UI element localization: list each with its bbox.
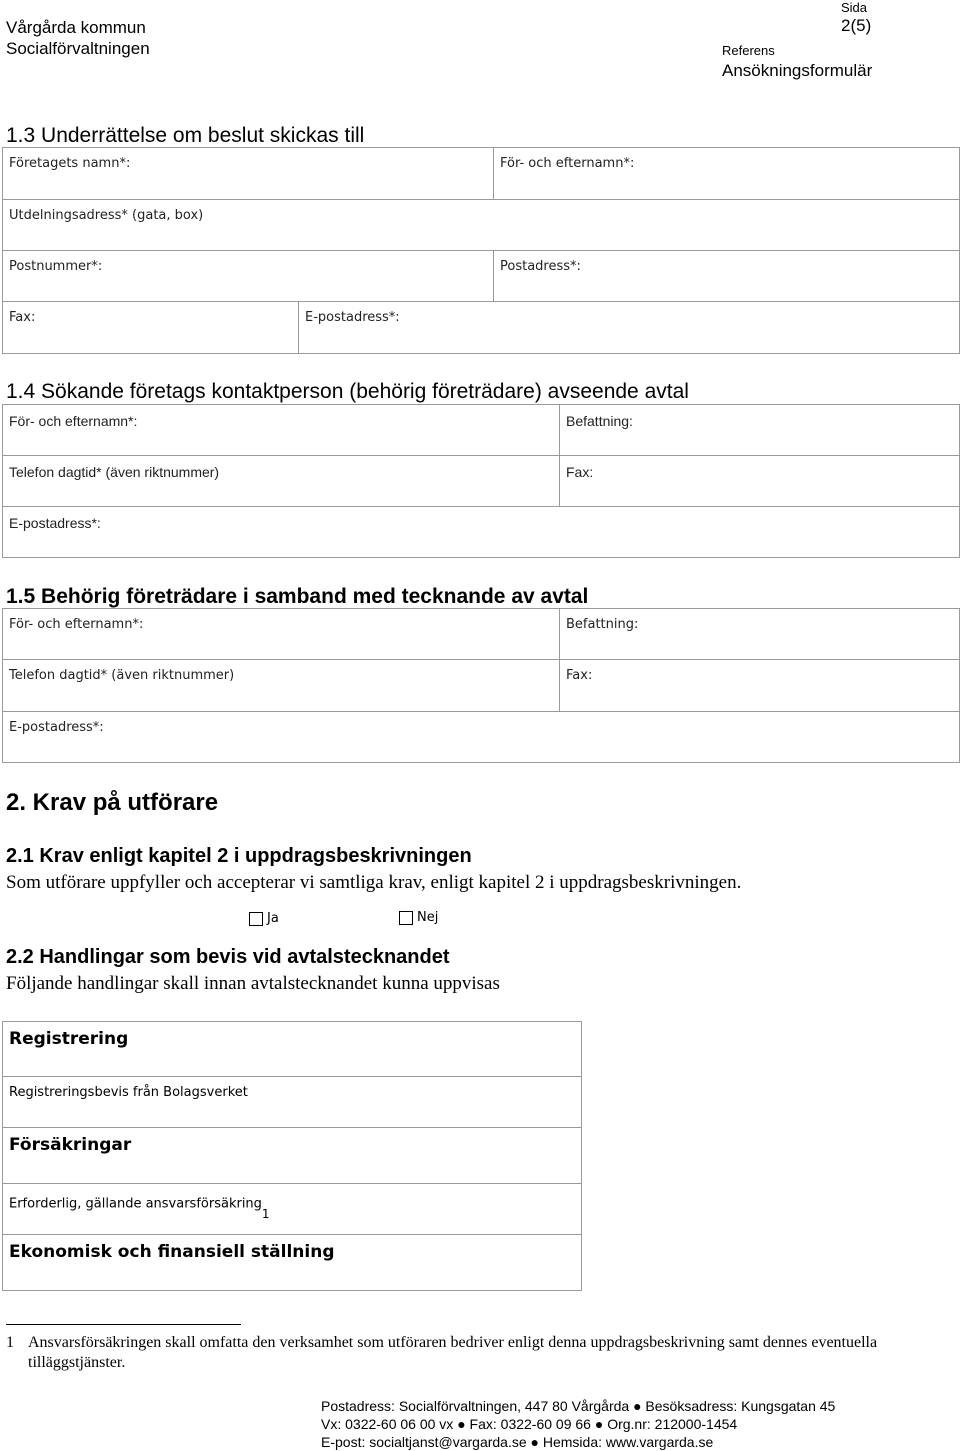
footer-postal-address: Postadress: Socialförvaltningen, 447 80 Vårgårda ● Besöksadress: Kungsgatan 45 xyxy=(321,1398,836,1414)
signatory-email-field[interactable]: E-postadress*: xyxy=(9,720,104,735)
contact-person-fax-field[interactable]: Fax: xyxy=(560,456,959,507)
section-2-1-title: 2.1 Krav enligt kapitel 2 i uppdragsbeskrivningen xyxy=(6,845,472,867)
footnote-number: 1 xyxy=(6,1334,14,1351)
no-option[interactable] xyxy=(399,909,438,927)
organization-block xyxy=(6,17,150,59)
required-documents-table xyxy=(2,1021,582,1291)
no-label: Nej xyxy=(417,910,439,926)
financial-standing-heading: Ekonomisk och finansiell ställning xyxy=(9,1242,335,1262)
yes-checkbox[interactable] xyxy=(249,912,263,926)
reference-label: Referens xyxy=(722,43,775,58)
section-2-2-text: Följande handlingar skall innan avtalstecknandet kunna uppvisas xyxy=(6,973,500,994)
signatory-phone-field[interactable]: Telefon dagtid* (även riktnummer) xyxy=(3,660,560,712)
reference-value: Ansökningsformulär xyxy=(722,61,873,80)
footnote-divider xyxy=(6,1324,241,1325)
fax-field[interactable]: Fax: xyxy=(3,302,299,353)
footnote xyxy=(6,1333,946,1373)
contact-person-position-field[interactable]: Befattning: xyxy=(560,405,959,456)
postcode-field[interactable]: Postnummer*: xyxy=(3,251,494,302)
signatory-fax-field[interactable]: Fax: xyxy=(560,660,959,712)
department-name: Socialförvaltningen xyxy=(6,39,150,58)
signatory-position-field[interactable]: Befattning: xyxy=(560,609,959,660)
company-name-field[interactable]: Företagets namn*: xyxy=(3,148,494,200)
page-footer xyxy=(321,1397,835,1451)
section-1-4-title: 1.4 Sökande företags kontaktperson (behörig företrädare) avseende avtal xyxy=(6,380,689,403)
section-1-5-form xyxy=(2,608,960,763)
registration-heading: Registrering xyxy=(3,1022,581,1077)
municipality-name: Vårgårda kommun xyxy=(6,18,146,37)
section-1-5-title: 1.5 Behörig företrädare i samband med tecknande av avtal xyxy=(6,585,589,608)
delivery-address-field[interactable]: Utdelningsadress* (gata, box) xyxy=(3,200,959,251)
footer-phone-fax: Vx: 0322-60 06 00 vx ● Fax: 0322-60 09 66 ● Org.nr: 212000-1454 xyxy=(321,1416,738,1432)
no-checkbox[interactable] xyxy=(399,911,413,925)
contact-name-field[interactable]: För- och efternamn*: xyxy=(494,148,959,200)
signatory-name-field[interactable]: För- och efternamn*: xyxy=(3,609,560,660)
liability-insurance-label: Erforderlig, gällande ansvarsförsäkring xyxy=(9,1196,262,1212)
liability-insurance-row xyxy=(3,1184,581,1235)
contact-person-phone-field[interactable]: Telefon dagtid* (även riktnummer) xyxy=(3,456,560,507)
footnote-reference[interactable]: 1 xyxy=(261,1207,270,1221)
postal-address-field[interactable]: Postadress*: xyxy=(494,251,959,302)
email-field[interactable]: E-postadress*: xyxy=(305,310,400,325)
insurance-heading: Försäkringar xyxy=(3,1128,581,1184)
section-1-3-form xyxy=(2,147,960,354)
page-label: Sida xyxy=(841,0,868,15)
section-1-4-form xyxy=(2,404,960,558)
section-2-1-text: Som utförare uppfyller och accepterar vi samtliga krav, enligt kapitel 2 i uppdragsbeskrivningen. xyxy=(6,872,742,893)
footer-email-website: E-post: socialtjanst@vargarda.se ● Hemsida: www.vargarda.se xyxy=(321,1434,714,1450)
section-2-2-title: 2.2 Handlingar som bevis vid avtalstecknandet xyxy=(6,946,450,968)
contact-person-email-field[interactable]: E-postadress*: xyxy=(9,515,101,531)
footnote-text: Ansvarsförsäkringen skall omfatta den verksamhet som utföraren bedriver enligt denna uppdragsbeskrivning samt dennes eventuella tilläggstjänster. xyxy=(28,1334,878,1371)
section-2-title: 2. Krav på utförare xyxy=(6,789,219,816)
page-number: 2(5) xyxy=(841,16,872,35)
contact-person-name-field[interactable]: För- och efternamn*: xyxy=(3,405,560,456)
registration-certificate-row: Registreringsbevis från Bolagsverket xyxy=(3,1077,581,1128)
section-1-3-title: 1.3 Underrättelse om beslut skickas till xyxy=(6,124,365,147)
yes-option[interactable] xyxy=(249,910,279,928)
yes-label: Ja xyxy=(267,911,279,927)
